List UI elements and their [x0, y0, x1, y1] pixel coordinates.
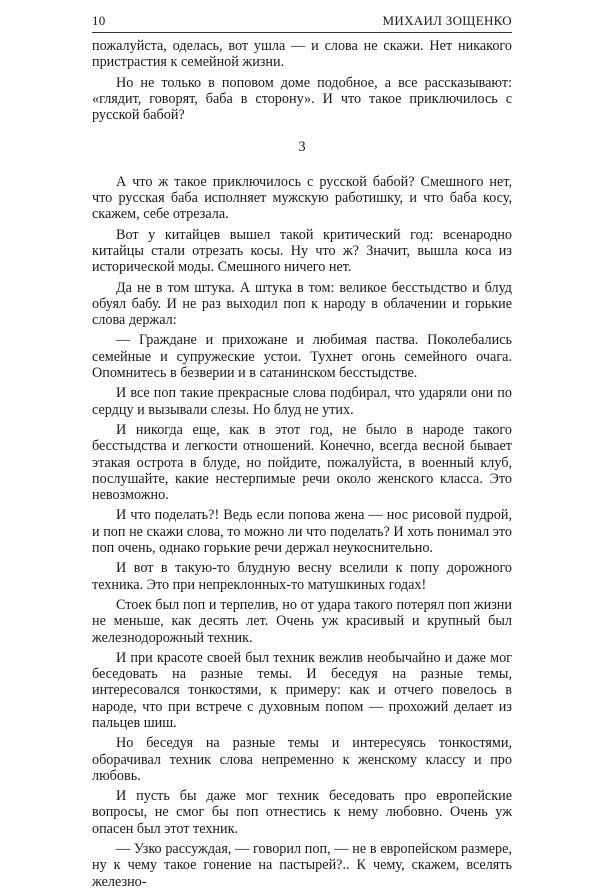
paragraph: А что ж такое приключилось с русской бабой? Смешного нет, что русская баба исполняет мужскую работишку, и что баба косу, скажем, себе отрезала. — [92, 173, 512, 223]
paragraph: Но беседуя на разные темы и интересуясь тонкостями, оборачивал техник слова непременно к женскому классу и про любовь. — [92, 735, 512, 784]
page-body — [92, 38, 512, 894]
paragraph: И вот в такую-то блудную весну вселили к попу дорожного техника. Это при непреклонных-то матушкиных годах! — [92, 560, 512, 593]
paragraph: — Граждане и прихожане и любимая паства. Поколебались семейные и супружеские устои. Тухнет огонь семейного очага. Опомнитесь в безверии и в сатанинском бесстыдстве. — [92, 332, 512, 382]
chapter-number: 3 — [298, 139, 306, 156]
paragraph: — Узко рассуждая, — говорил поп, — не в европейском размере, ну к чему такое гонение на пастырей?.. К чему, скажем, вселять железно- — [92, 841, 512, 890]
running-header — [92, 13, 512, 29]
paragraph: Но не только в поповом доме подобное, а все рассказывают: «глядит, говорят, баба в сторону». И что такое приключилось с русской бабой? — [92, 74, 512, 124]
page-number: 10 — [92, 13, 106, 28]
paragraph: Стоек был поп и терпелив, но от удара такого потерял поп жизни не меньше, как десять лет. Очень уж красивый и крупный был железнодорожный техник. — [92, 596, 512, 646]
paragraph: И никогда еще, как в этот год, не было в народе такого бесстыдства и легкости отношений. Конечно, всегда весной бывает этакая острота в блуде, но пойдите, пожалуйста, в военный клуб, послушайте, какие нестерпимые речи около женского класса. Это невозможно. — [92, 421, 512, 504]
paragraph: пожалуйста, оделась, вот ушла — и слова не скажи. Нет никакого пристрастия к семейной жизни. — [92, 38, 512, 71]
header-rule — [92, 32, 512, 33]
paragraph: Вот у китайцев вышел такой критический год: всенародно китайцы стали отрезать косы. Ну что ж? Значит, вышла коса из исторической моды. Смешного ничего нет. — [92, 226, 512, 276]
paragraph: И пусть бы даже мог техник беседовать про европейские вопросы, не смог бы поп отнестись к нему любовно. Очень уж опасен был этот техник. — [92, 788, 512, 837]
paragraph: Да не в том штука. А штука в том: великое бесстыдство и блуд обуял бабу. И не раз выходил поп к народу в облачении и горькие слова держал: — [92, 279, 512, 329]
author-name: МИХАИЛ ЗОЩЕНКО — [382, 13, 512, 28]
paragraph: И все поп такие прекрасные слова подбирал, что ударяли они по сердцу и вызывали слезы. Но блуд не утих. — [92, 385, 512, 418]
paragraph: И при красоте своей был техник вежлив необычайно и даже мог беседовать на разные темы. И беседуя на разные темы, интересовался тонкостями, к примеру: как и отчего повелось в народе, что при встрече с духовным попом — прохожий делает из пальцев шиш. — [92, 649, 512, 731]
paragraph: И что поделать?! Ведь если попова жена — нос рисовой пудрой, и поп не скажи слова, то можно ли что поделать? И хоть понимал это поп очень, однако горькие речи держал неукоснительно. — [92, 507, 512, 557]
